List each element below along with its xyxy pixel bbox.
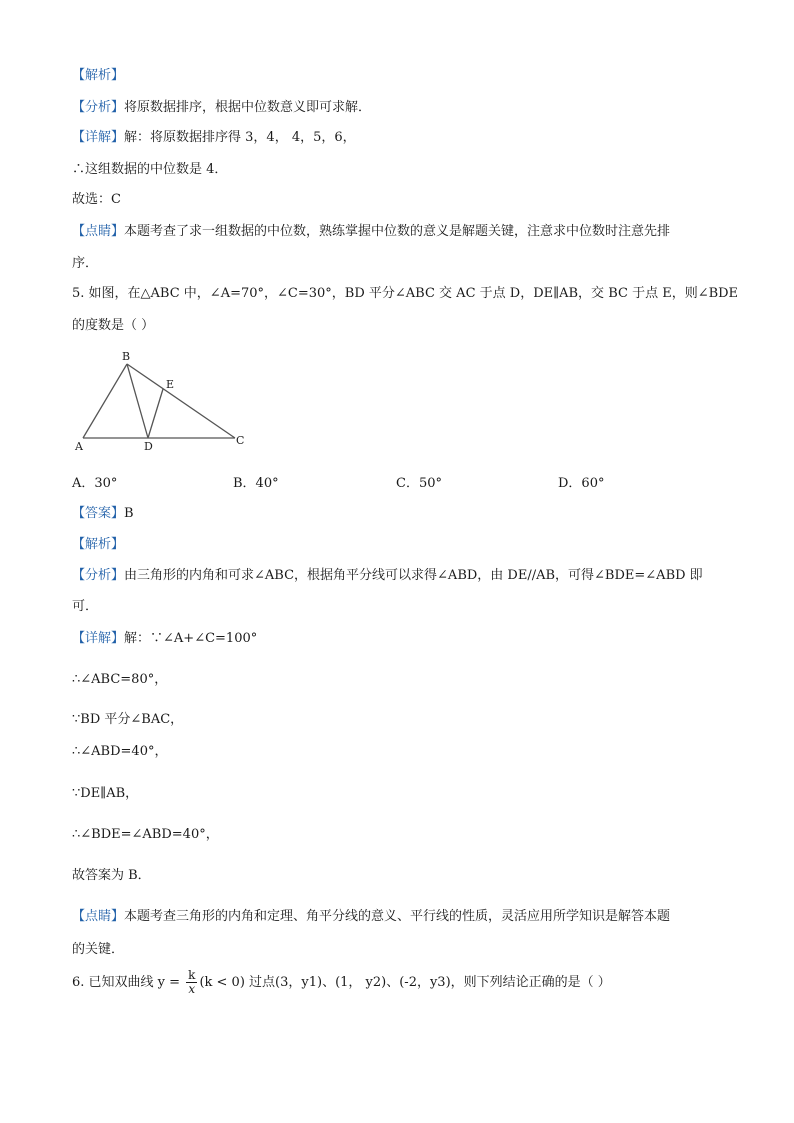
option-b: B．40° [233, 476, 279, 491]
q4-fenxi-tag: 【分析】 [72, 100, 125, 115]
q5-options [0, 472, 794, 492]
q5-dianjing-tag: 【点睛】 [72, 909, 125, 924]
q6-frac-num: k [188, 968, 196, 982]
q4-fenxi [72, 98, 371, 118]
q5-jiexi-heading: 【解析】 [72, 537, 125, 552]
q4-dianjing [72, 222, 670, 242]
q5-step-3: ∵BD 平分∠BAC， [72, 712, 184, 727]
segment-bd [127, 364, 148, 438]
q4-xiangjie [72, 128, 356, 148]
label-d: D [144, 440, 153, 453]
q5-xiangjie-tag: 【详解】 [72, 631, 125, 646]
label-b: B [122, 350, 131, 363]
q4-dianjing-cont: 序． [72, 256, 99, 271]
q4-choose: 故选：C [72, 192, 121, 207]
q6-cond: (k < 0) [199, 975, 245, 990]
q5-step-2: ∴∠ABC=80°， [72, 672, 168, 687]
q4-dianjing-text: 本题考查了求一组数据的中位数，熟练掌握中位数的意义是解题关键，注意求中位数时注意先排 [124, 224, 671, 239]
q6-prefix: 6. 已知双曲线 y = [72, 975, 185, 990]
q4-xiangjie-text: 解：将原数据排序得 3，4， 4，5，6， [124, 130, 356, 145]
segment-ab [83, 364, 127, 438]
q6-frac-den: x [188, 982, 196, 996]
q5-fenxi-tag: 【分析】 [72, 568, 125, 583]
q6-fraction [186, 969, 197, 996]
segment-bc [127, 364, 235, 438]
q5-conclusion: 故答案为 B． [72, 868, 151, 883]
q4-fenxi-text: 将原数据排序，根据中位数意义即可求解． [124, 100, 372, 115]
q5-step-6: ∴∠BDE=∠ABD=40°， [72, 827, 219, 842]
q6-stem [72, 968, 611, 998]
option-d: D．60° [558, 476, 605, 491]
q5-fenxi [72, 566, 703, 586]
q5-step-5: ∵DE∥AB， [72, 786, 139, 801]
q5-step-1: 解：∵∠A+∠C=100° [124, 631, 258, 646]
q5-dianjing-cont: 的关键． [72, 942, 125, 957]
q5-answer-tag: 【答案】 [72, 506, 125, 521]
q4-jiexi-heading: 【解析】 [72, 68, 125, 83]
q5-answer-value: B [124, 506, 134, 521]
q5-dianjing-text: 本题考查三角形的内角和定理、角平分线的意义、平行线的性质，灵活应用所学知识是解答本题 [124, 909, 671, 924]
q6-suffix: 过点(3，y1)、(1， y2)、(-2，y3)，则下列结论正确的是（ ） [244, 975, 611, 990]
q5-stem-line1: 5. 如图，在△ABC 中，∠A=70°，∠C=30°，BD 平分∠ABC 交 AC 于点 D，DE∥AB，交 BC 于点 E，则∠BDE [72, 286, 739, 301]
label-a: A [75, 440, 83, 453]
q5-dianjing [72, 907, 670, 927]
label-e: E [166, 378, 175, 391]
triangle-figure [72, 346, 252, 456]
q5-fenxi-cont: 可． [72, 599, 99, 614]
q4-therefore: ∴这组数据的中位数是 4． [72, 162, 228, 177]
q5-stem-line2: 的度数是（ ） [72, 318, 155, 333]
q5-step-4: ∴∠ABD=40°， [72, 744, 168, 759]
q5-fenxi-text: 由三角形的内角和可求∠ABC，根据角平分线可以求得∠ABD，由 DE//AB，可得∠BDE=∠ABD 即 [124, 568, 703, 583]
label-c: C [236, 434, 245, 447]
q5-answer [72, 504, 134, 524]
option-c: C．50° [396, 476, 442, 491]
segment-de [148, 389, 163, 438]
q5-xiangjie [72, 629, 257, 649]
option-a: A．30° [72, 476, 118, 491]
q4-dianjing-tag: 【点睛】 [72, 224, 125, 239]
q4-xiangjie-tag: 【详解】 [72, 130, 125, 145]
